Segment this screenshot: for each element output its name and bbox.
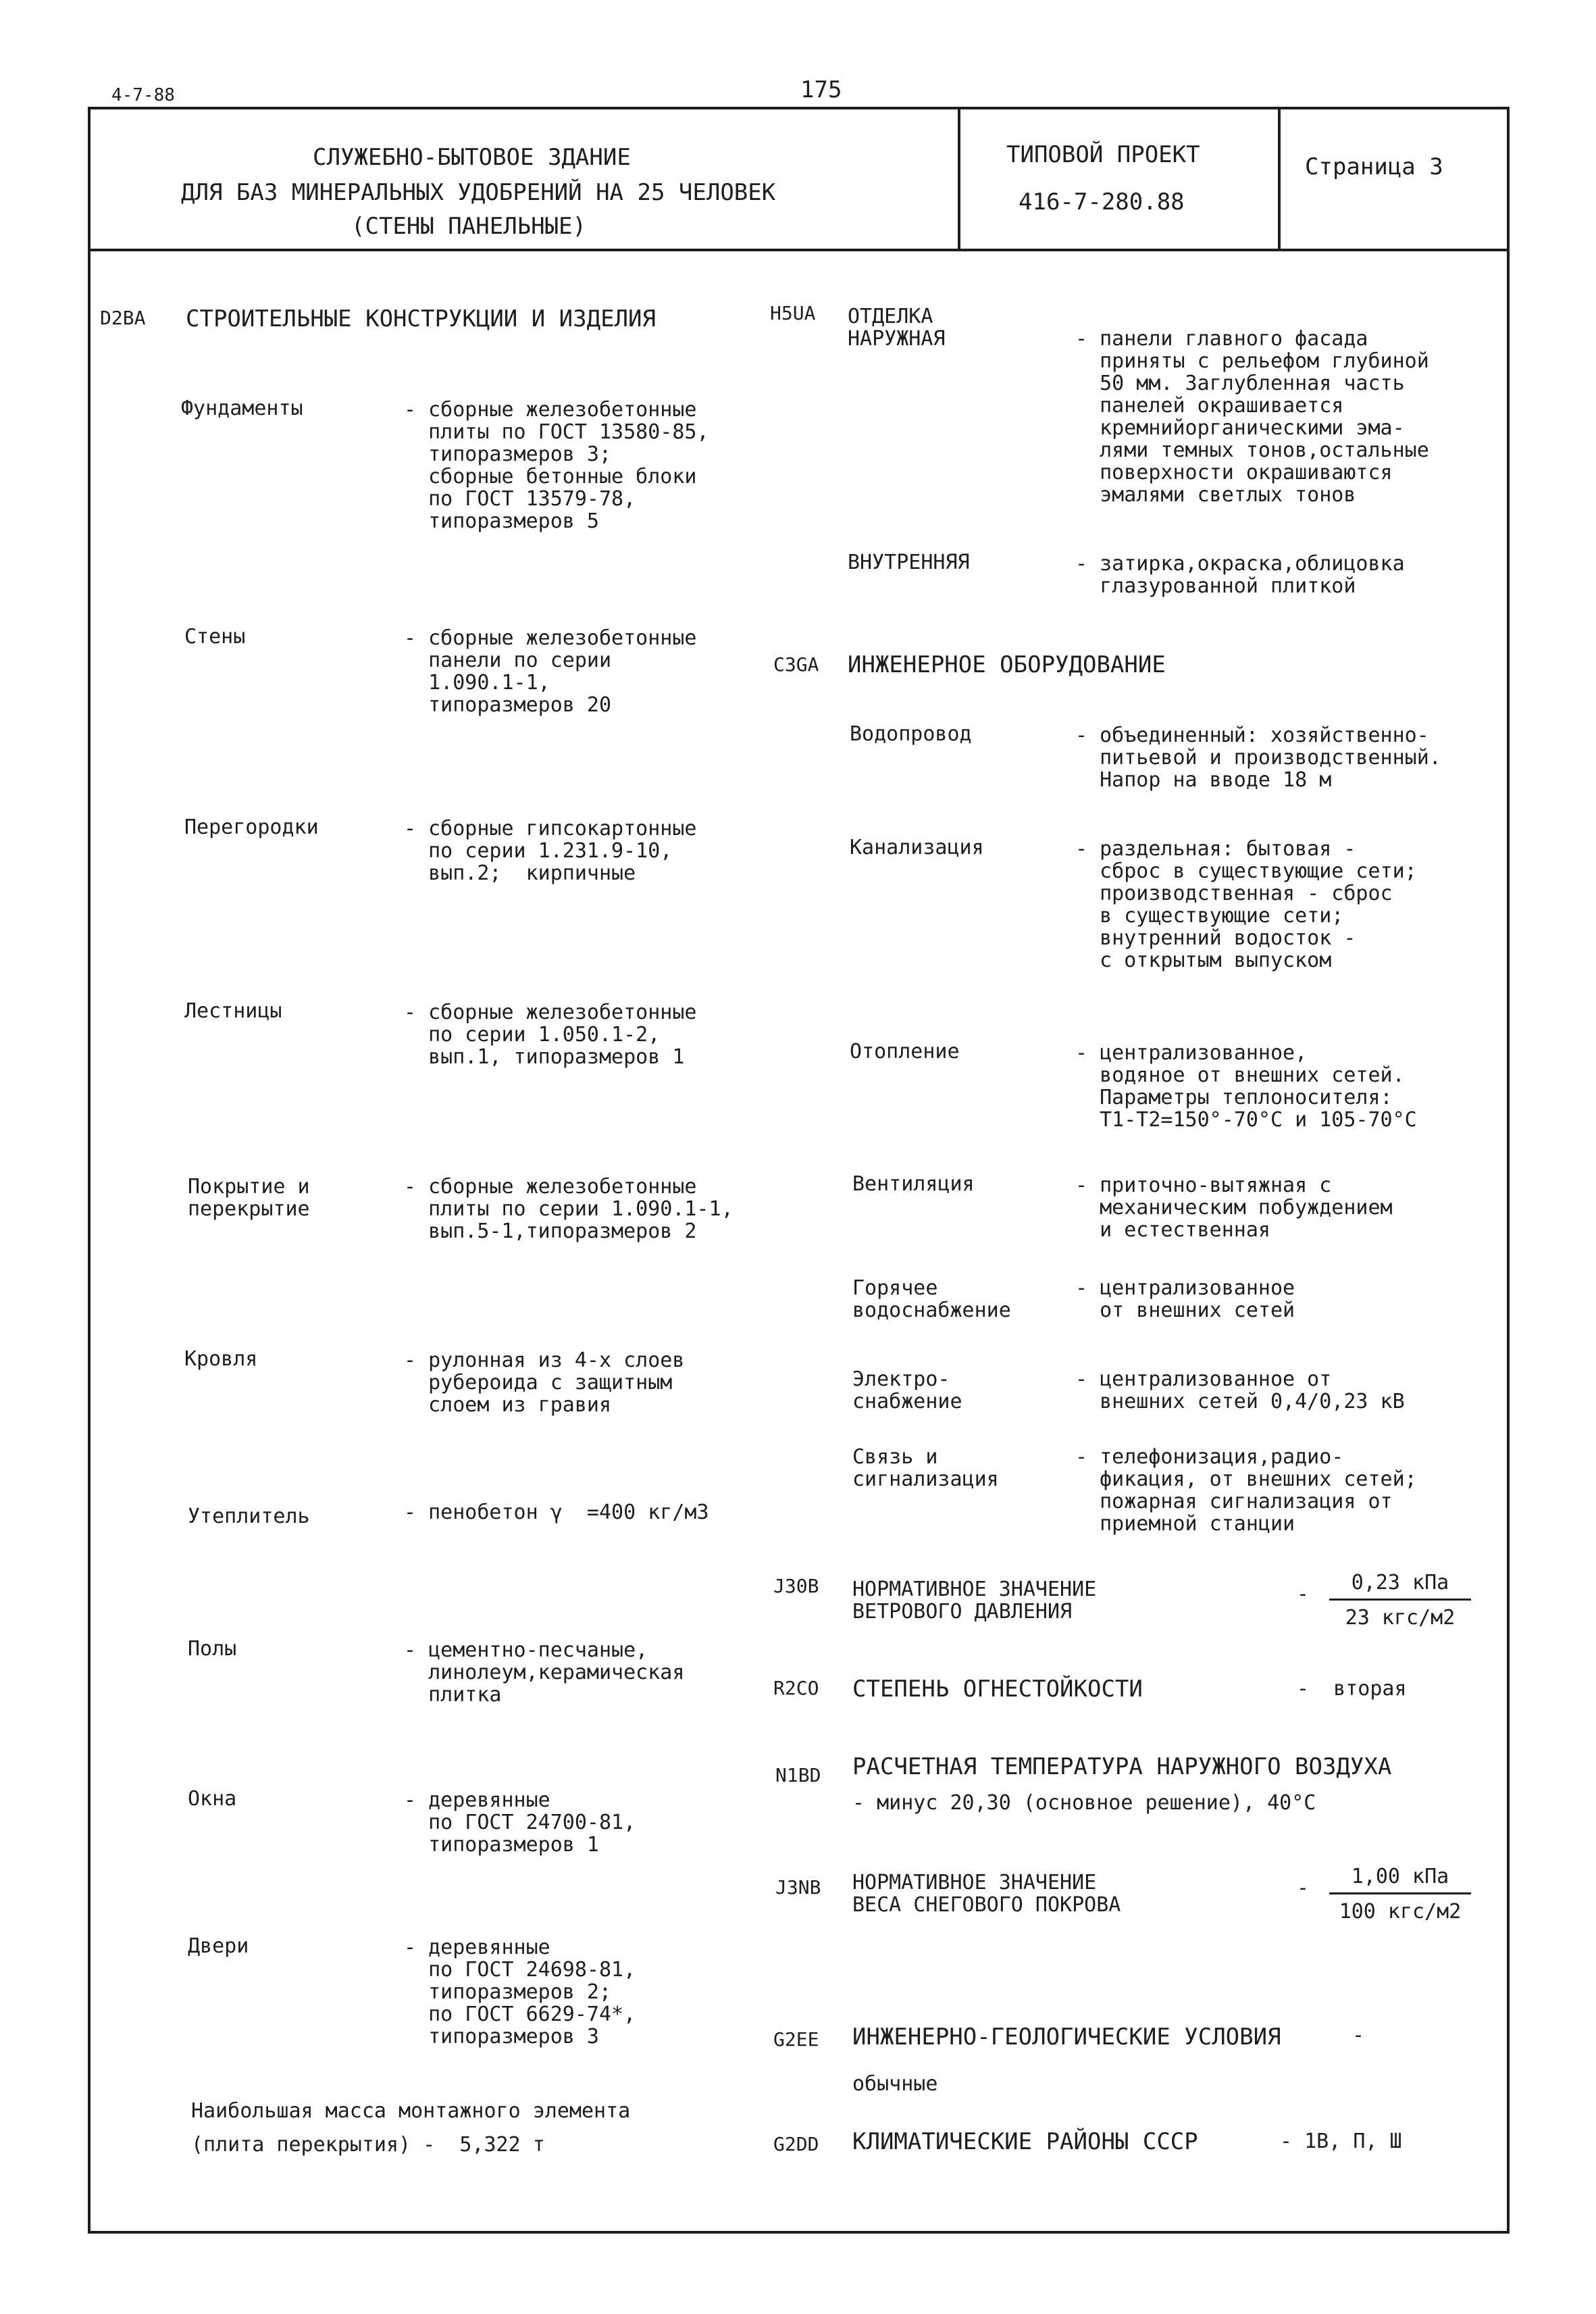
snow-dash: -: [1297, 1876, 1310, 1900]
geo-value: обычные: [852, 2072, 938, 2096]
wind-value-kgs: 23 кгс/м2: [1345, 1606, 1456, 1630]
wind-dash: -: [1297, 1582, 1310, 1606]
item-desc-roof-slabs: - сборные железобетонные плиты по серии 1.090.1-1, вып.5-1,типоразмеров 2: [404, 1175, 733, 1243]
item-desc-insulation: - пенобетон γ =400 кг/м3: [404, 1501, 709, 1524]
item-name-walls: Стены: [184, 625, 246, 649]
code-c3ga: C3GA: [773, 653, 819, 676]
mass-line-2: (плита перекрытия) - 5,322 т: [191, 2133, 545, 2157]
item-desc-floors: - цементно-песчаные, линолеум,керамическая плитка: [404, 1638, 685, 1707]
item-desc-windows: - деревянные по ГОСТ 24700-81, типоразмеров 1: [404, 1788, 636, 1857]
equip-name-heating: Отопление: [850, 1040, 960, 1063]
equip-desc-comms: - телефонизация,радио- фикация, от внешних сетей; пожарная сигнализация от приемной станции: [1075, 1445, 1417, 1536]
climate-value: - 1В, П, Ш: [1280, 2130, 1402, 2153]
title-line-2: ДЛЯ БАЗ МИНЕРАЛЬНЫХ УДОБРЕНИЙ НА 25 ЧЕЛОВЕК: [181, 179, 776, 206]
equip-desc-heating: - централизованное, водяное от внешних сетей. Параметры теплоносителя: T1-T2=150°-70°C и 105-70°C: [1075, 1041, 1417, 1132]
code-d2ba: D2BA: [100, 307, 146, 329]
item-desc-doors: - деревянные по ГОСТ 24698-81, типоразмеров 2; по ГОСТ 6629-74*, типоразмеров 3: [404, 1936, 636, 2048]
item-desc-roofing: - рулонная из 4-х слоев рубероида с защитным слоем из гравия: [404, 1349, 685, 1417]
item-desc-stairs: - сборные железобетонные по серии 1.050.1-2, вып.1, типоразмеров 1: [404, 1001, 697, 1069]
item-name-doors: Двери: [188, 1934, 249, 1958]
finish-outer-desc: - панели главного фасада приняты с рельефом глубиной 50 мм. Заглубленная часть панелей окрашивается кремнийорганическими эма- лями темных тонов,остальные поверхности окрашиваются эмалями светлых тонов: [1075, 327, 1429, 507]
doc-code: 4-7-88: [111, 85, 175, 105]
code-g2ee: G2EE: [773, 2028, 819, 2051]
equipment-heading: ИНЖЕНЕРНОЕ ОБОРУДОВАНИЕ: [848, 651, 1166, 678]
equip-name-power: Электро- снабжение: [852, 1367, 962, 1413]
project-number: 416-7-280.88: [1019, 188, 1185, 216]
temp-value: - минус 20,30 (основное решение), 40°C: [852, 1791, 1316, 1815]
header-divider: [88, 249, 1510, 251]
snow-value-kgs: 100 кгс/м2: [1339, 1900, 1462, 1923]
section-heading-structures: СТРОИТЕЛЬНЫЕ КОНСТРУКЦИИ И ИЗДЕЛИЯ: [186, 305, 656, 332]
item-desc-walls: - сборные железобетонные панели по серии 1.090.1-1, типоразмеров 20: [404, 626, 697, 717]
item-desc-foundations: - сборные железобетонные плиты по ГОСТ 13580-85, типоразмеров 3; сборные бетонные блоки по ГОСТ 13579-78, типоразмеров 5: [404, 398, 709, 533]
title-line-1: СЛУЖЕБНО-БЫТОВОЕ ЗДАНИЕ: [313, 144, 631, 171]
item-name-foundations: Фундаменты: [181, 397, 303, 420]
item-name-floors: Полы: [188, 1637, 237, 1661]
item-name-roofing: Кровля: [184, 1347, 258, 1371]
wind-label: НОРМАТИВНОЕ ЗНАЧЕНИЕ ВЕТРОВОГО ДАВЛЕНИЯ: [852, 1578, 1097, 1624]
wind-value-kpa: 0,23 кПа: [1329, 1571, 1471, 1601]
fire-value: - вторая: [1297, 1677, 1407, 1701]
finish-heading: ОТДЕЛКА НАРУЖНАЯ: [848, 305, 946, 351]
header-col-divider-1: [958, 107, 960, 250]
equip-desc-ventilation: - приточно-вытяжная с механическим побуждением и естественная: [1075, 1174, 1393, 1242]
equip-desc-sewer: - раздельная: бытовая - сброс в существующие сети; производственная - сброс в существующие сети; внутренний водосток - с открытым выпуском: [1075, 837, 1417, 972]
geo-label: ИНЖЕНЕРНО-ГЕОЛОГИЧЕСКИЕ УСЛОВИЯ: [852, 2023, 1281, 2051]
code-j30b: J30B: [773, 1575, 819, 1597]
item-name-roof-slabs: Покрытие и перекрытие: [188, 1175, 310, 1221]
snow-value: [1329, 1865, 1471, 1923]
equip-name-water: Водопровод: [850, 722, 972, 746]
item-name-insulation: Утеплитель: [188, 1505, 310, 1528]
code-g2dd: G2DD: [773, 2133, 819, 2155]
equip-name-sewer: Канализация: [850, 836, 984, 859]
item-desc-partitions: - сборные гипсокартонные по серии 1.231.9-10, вып.2; кирпичные: [404, 817, 697, 885]
title-line-3: (СТЕНЫ ПАНЕЛЬНЫЕ): [351, 213, 586, 240]
header-col-divider-2: [1278, 107, 1281, 250]
snow-value-kpa: 1,00 кПа: [1329, 1865, 1471, 1894]
code-j3nb: J3NB: [775, 1876, 821, 1898]
item-name-stairs: Лестницы: [184, 999, 282, 1023]
item-name-windows: Окна: [188, 1787, 237, 1811]
climate-label: КЛИМАТИЧЕСКИЕ РАЙОНЫ СССР: [852, 2128, 1198, 2155]
equip-desc-hot-water: - централизованное от внешних сетей: [1075, 1276, 1295, 1322]
code-n1bd: N1BD: [775, 1764, 821, 1786]
fire-label: СТЕПЕНЬ ОГНЕСТОЙКОСТИ: [852, 1676, 1143, 1703]
equip-name-ventilation: Вентиляция: [852, 1172, 975, 1196]
equip-desc-water: - объединенный: хозяйственно- питьевой и производственный. Напор на вводе 18 м: [1075, 724, 1441, 792]
equip-desc-power: - централизованное от внешних сетей 0,4/0,23 кВ: [1075, 1367, 1405, 1413]
equip-name-comms: Связь и сигнализация: [852, 1445, 999, 1491]
geo-dash: -: [1352, 2023, 1365, 2047]
page-label: Страница 3: [1305, 153, 1443, 180]
wind-value: [1329, 1571, 1471, 1630]
sheet-number: 175: [800, 76, 842, 103]
code-h5ua: H5UA: [770, 302, 816, 324]
equip-name-hot-water: Горячее водоснабжение: [852, 1276, 1011, 1322]
project-label: ТИПОВОЙ ПРОЕКТ: [1006, 141, 1200, 168]
finish-inner-name: ВНУТРЕННЯЯ: [848, 551, 970, 574]
snow-label: НОРМАТИВНОЕ ЗНАЧЕНИЕ ВЕСА СНЕГОВОГО ПОКРОВА: [852, 1871, 1121, 1917]
finish-inner-desc: - затирка,окраска,облицовка глазурованной плиткой: [1075, 552, 1405, 598]
code-r2co: R2CO: [773, 1677, 819, 1699]
mass-line-1: Наибольшая масса монтажного элемента: [191, 2099, 631, 2123]
item-name-partitions: Перегородки: [184, 815, 319, 839]
temp-label: РАСЧЕТНАЯ ТЕМПЕРАТУРА НАРУЖНОГО ВОЗДУХА: [852, 1753, 1392, 1780]
